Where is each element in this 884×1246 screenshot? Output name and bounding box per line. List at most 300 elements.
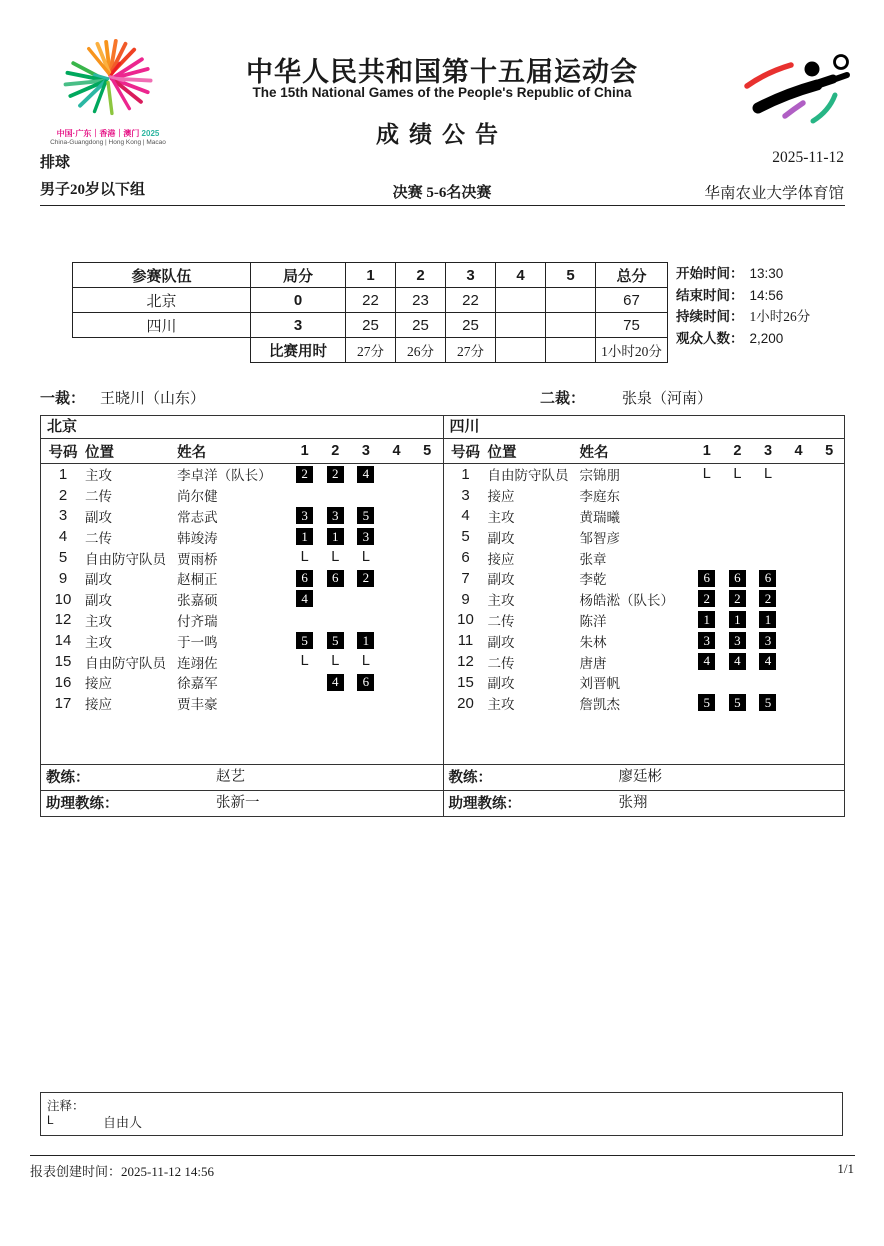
match-info-label: 开始时间： [676,266,744,281]
roster-spacer [444,714,845,764]
venue-label: 华南农业大学体育馆 [704,185,844,202]
coach-label: 教练： [448,770,492,786]
roster-column-header: 姓名 [580,439,692,464]
roster-player-row [41,693,443,714]
player-set-cell [412,547,443,568]
roster-column-header: 4 [381,439,412,464]
player-set-cell [722,506,753,527]
player-set-cell [814,485,845,506]
player-set-cell [289,589,320,610]
player-set-cell [692,630,723,651]
player-name: 贾雨桥 [177,551,218,567]
player-set-cell [722,526,753,547]
set-score-cell [496,313,546,338]
set-score-cell: 23 [396,288,446,313]
rotation-position-mark: 3 [327,507,344,524]
player-set-cell [722,568,753,589]
report-created-time: 报表创建时间：2025-11-12 14:56 [30,1164,215,1179]
rotation-position-mark: 3 [729,632,746,649]
roster-player-row [41,464,443,485]
player-name: 于一鸣 [177,634,218,650]
roster-column-header: 号码 [41,439,85,464]
player-name: 宗锦朋 [579,468,620,484]
match-info-label: 结束时间： [676,287,744,303]
footer-divider [30,1155,855,1156]
roster-player-row [444,485,845,506]
player-set-cell [722,693,753,714]
roster-player-row [444,568,845,589]
player-set-cell [381,589,412,610]
libero-mark: L [331,653,340,670]
player-set-cell [351,589,382,610]
player-set-cell [320,568,351,589]
libero-mark: L [702,465,711,482]
player-number: 3 [461,486,470,504]
rotation-position-mark: 6 [698,570,715,587]
notes-box [40,1092,843,1136]
player-name: 李卓洋（队长） [177,468,272,484]
player-position: 自由防守队员 [487,468,569,484]
roster-column-header: 2 [320,439,351,464]
second-referee-label: 二裁： [540,391,586,407]
player-position: 二传 [487,655,515,671]
player-set-cell [692,672,723,693]
player-set-cell [289,506,320,527]
player-set-cell [692,526,723,547]
rotation-position-mark: 2 [698,590,715,607]
player-set-cell [381,651,412,672]
group-label: 男子20岁以下组 [40,182,146,198]
roster-column-header: 3 [351,439,382,464]
player-set-cell [814,672,845,693]
rotation-position-mark: 2 [327,466,344,483]
roster-player-row [41,485,443,506]
set-duration-cell: 27分 [346,338,396,363]
player-set-cell [814,693,845,714]
roster-player-row [444,610,845,631]
player-position: 主攻 [85,468,113,484]
player-set-cell [814,464,845,485]
player-name: 付齐瑞 [177,613,218,629]
player-set-cell [753,568,784,589]
player-position: 主攻 [85,634,113,650]
rotation-position-mark: 3 [759,632,776,649]
player-set-cell [722,485,753,506]
player-set-cell [412,485,443,506]
rotation-position-mark: 2 [729,590,746,607]
roster-player-row [41,568,443,589]
player-name: 徐嘉军 [177,676,218,692]
player-name: 黄瑞曦 [579,509,620,525]
player-name: 张章 [579,551,607,567]
player-position: 副攻 [487,634,515,650]
libero-mark: L [300,653,309,670]
player-number: 2 [58,486,68,504]
player-set-cell [412,526,443,547]
libero-mark: L [361,549,370,566]
games-emblem-logo-icon [52,36,168,128]
roster-table [444,439,845,714]
player-set-cell [381,672,412,693]
player-set-cell [753,651,784,672]
first-referee-name: 王晓川（山东） [100,391,206,407]
player-set-cell [289,568,320,589]
player-set-cell [753,464,784,485]
player-name: 杨皓淞（队长） [579,593,674,609]
rotation-position-mark: 3 [357,528,374,545]
player-number: 4 [58,528,68,546]
roster-player-row [444,526,845,547]
player-set-cell [783,672,814,693]
logo-caption: 中国·广东｜香港｜澳门 2025 [56,129,160,138]
player-set-cell [289,693,320,714]
player-set-cell [783,547,814,568]
player-set-cell [381,630,412,651]
player-set-cell [814,589,845,610]
empty-cell [73,338,251,363]
rotation-position-mark: 5 [327,632,344,649]
roster-player-row [444,672,845,693]
player-set-cell [381,568,412,589]
header-divider [40,205,845,206]
score-column-header: 4 [496,263,546,288]
player-set-cell [289,630,320,651]
sets-won-cell: 3 [251,313,346,338]
player-name: 韩竣涛 [177,530,218,546]
player-set-cell [753,610,784,631]
player-set-cell [412,693,443,714]
match-info-value: 13:30 [749,266,784,281]
match-info-label: 观众人数： [676,330,744,346]
rotation-position-mark: 4 [357,466,374,483]
player-set-cell [783,610,814,631]
roster-column-header: 位置 [85,439,177,464]
total-score-cell: 75 [596,313,668,338]
roster-player-row [41,610,443,631]
team-rosters [40,415,845,817]
rotation-position-mark: 5 [729,694,746,711]
player-set-cell [351,464,382,485]
player-set-cell [783,693,814,714]
player-number: 1 [58,465,68,483]
rotation-position-mark: 5 [357,507,374,524]
player-name: 朱林 [579,634,607,650]
player-name: 刘晋帆 [579,676,620,692]
page-title: 中华人民共和国第十五届运动会 [246,57,638,87]
player-set-cell [412,568,443,589]
score-column-header: 局分 [251,263,346,288]
team-name-cell: 四川 [73,313,251,338]
coach-row [41,764,443,790]
player-set-cell [692,506,723,527]
player-number: 14 [54,632,72,650]
player-set-cell [692,693,723,714]
player-number: 20 [457,694,474,712]
coach-name: 廖廷彬 [618,769,662,785]
player-name: 詹凯杰 [579,697,620,713]
player-set-cell [783,589,814,610]
player-number: 12 [457,653,474,671]
roster-team-name: 北京 [41,416,443,439]
sport-label: 排球 [40,155,71,171]
player-set-cell [320,630,351,651]
libero-mark: L [763,465,773,482]
libero-mark: L [331,549,340,566]
player-position: 副攻 [85,509,113,525]
player-name: 尚尔健 [177,489,218,505]
match-info-row [676,306,810,328]
set-score-cell: 22 [446,288,496,313]
player-set-cell [692,464,723,485]
player-set-cell [692,485,723,506]
rotation-position-mark: 5 [759,694,776,711]
player-name: 陈洋 [579,613,607,629]
player-position: 自由防守队员 [85,655,167,671]
roster-header-row [41,439,443,464]
player-name: 连翊佐 [177,655,218,671]
player-name: 唐唐 [579,655,607,671]
player-number: 10 [54,590,72,608]
set-score-cell: 25 [396,313,446,338]
assistant-coach-row [41,790,443,816]
player-set-cell [814,526,845,547]
player-set-cell [692,547,723,568]
set-duration-cell [496,338,546,363]
roster-player-row [41,672,443,693]
player-set-cell [412,651,443,672]
player-set-cell [351,672,382,693]
rotation-position-mark: 6 [327,570,344,587]
match-info-row [676,285,810,307]
total-score-cell: 67 [596,288,668,313]
player-set-cell [351,506,382,527]
player-number: 12 [54,611,72,629]
player-name: 邹智彦 [579,530,620,546]
score-column-header: 1 [346,263,396,288]
player-set-cell [289,547,320,568]
rotation-position-mark: 6 [729,570,746,587]
player-position: 副攻 [487,530,515,546]
player-set-cell [320,464,351,485]
rotation-position-mark: 6 [759,570,776,587]
player-set-cell [814,506,845,527]
player-set-cell [289,672,320,693]
player-set-cell [814,610,845,631]
rotation-position-mark: 4 [698,653,715,670]
match-info [676,263,810,349]
player-set-cell [289,610,320,631]
assistant-coach-label: 助理教练： [448,796,521,812]
rotation-position-mark: 1 [327,528,344,545]
match-info-value: 2,200 [749,330,784,346]
roster-player-row [444,589,845,610]
rotation-position-mark: 1 [698,611,715,628]
roster-column-header: 号码 [444,439,488,464]
player-set-cell [381,610,412,631]
second-referee-name: 张泉（河南） [622,391,713,407]
rotation-position-mark: 6 [296,570,313,587]
player-set-cell [381,506,412,527]
rotation-position-mark: 5 [698,694,715,711]
set-score-cell [546,313,596,338]
player-position: 主攻 [487,593,515,609]
player-set-cell [753,506,784,527]
notes-value: 自由人 [103,1115,143,1130]
roster-player-row [444,506,845,527]
player-set-cell [320,672,351,693]
match-info-value: 1小时26分 [749,309,811,324]
player-set-cell [412,672,443,693]
roster-player-row [41,526,443,547]
coach-label: 教练： [46,770,90,786]
team-name-cell: 北京 [73,288,251,313]
player-set-cell [722,630,753,651]
roster-player-row [41,589,443,610]
player-set-cell [783,630,814,651]
notes-label: 注释： [47,1099,85,1113]
match-info-row [676,263,810,285]
player-number: 15 [457,673,474,691]
player-set-cell [381,693,412,714]
player-set-cell [351,526,382,547]
rotation-position-mark: 4 [327,674,344,691]
sets-won-cell: 0 [251,288,346,313]
score-column-header: 参赛队伍 [73,263,251,288]
player-set-cell [289,464,320,485]
notes-key: L [47,1113,54,1127]
player-position: 主攻 [85,613,113,629]
roster-player-row [41,547,443,568]
roster-column-header: 姓名 [177,439,289,464]
player-set-cell [814,568,845,589]
bulletin-subtitle: 成绩公告 [376,122,508,147]
set-duration-cell [546,338,596,363]
player-set-cell [783,651,814,672]
set-score-cell: 25 [346,313,396,338]
score-column-header: 2 [396,263,446,288]
player-position: 主攻 [487,509,515,525]
set-score-cell [496,288,546,313]
assistant-coach-row [444,790,845,816]
player-position: 副攻 [487,676,515,692]
set-duration-cell: 27分 [446,338,496,363]
duration-row [73,338,668,363]
roster-column-header: 5 [814,439,845,464]
player-number: 16 [54,673,72,691]
rotation-position-mark: 4 [729,653,746,670]
total-duration-cell: 1小时20分 [596,338,668,363]
player-set-cell [412,506,443,527]
player-set-cell [412,610,443,631]
player-set-cell [320,693,351,714]
page-title-en: The 15th National Games of the People's Republic of China [252,85,632,100]
player-number: 6 [461,549,470,567]
score-team-row [73,288,668,313]
player-set-cell [320,485,351,506]
roster-column-header: 3 [753,439,784,464]
player-set-cell [320,526,351,547]
player-set-cell [351,630,382,651]
player-position: 副攻 [85,572,113,588]
player-position: 二传 [85,489,113,505]
player-position: 自由防守队员 [85,551,167,567]
match-info-label: 持续时间： [676,309,744,324]
rotation-position-mark: 2 [296,466,313,483]
coach-name: 赵艺 [216,769,245,785]
rotation-position-mark: 2 [759,590,776,607]
player-set-cell [692,610,723,631]
player-number: 1 [461,465,470,483]
player-position: 接应 [487,489,515,505]
player-set-cell [692,589,723,610]
player-number: 17 [54,694,72,712]
match-info-value: 14:56 [749,287,784,303]
libero-mark: L [300,549,309,566]
player-name: 赵桐正 [177,572,218,588]
roster-column-header: 1 [692,439,723,464]
player-set-cell [753,693,784,714]
player-set-cell [320,589,351,610]
player-set-cell [753,526,784,547]
coach-row [444,764,845,790]
volleyball-pictogram-icon [733,48,857,136]
roster-header-row [444,439,845,464]
libero-mark: L [733,465,742,482]
score-table [72,262,668,363]
logo-caption-en: China-Guangdong | Hong Kong | Macao [50,139,166,146]
roster-player-row [444,464,845,485]
rotation-position-mark: 1 [357,632,374,649]
match-info-row [676,328,810,350]
player-set-cell [320,610,351,631]
assistant-coach-label: 助理教练： [46,796,119,812]
roster-player-row [444,651,845,672]
player-set-cell [722,610,753,631]
player-set-cell [289,651,320,672]
rotation-position-mark: 1 [296,528,313,545]
player-number: 7 [461,569,470,587]
player-set-cell [783,464,814,485]
player-set-cell [351,693,382,714]
player-set-cell [692,651,723,672]
player-number: 9 [461,590,470,608]
rotation-position-mark: 1 [729,611,746,628]
player-set-cell [783,568,814,589]
player-set-cell [412,589,443,610]
score-column-header: 3 [446,263,496,288]
player-set-cell [722,589,753,610]
player-set-cell [412,464,443,485]
player-position: 二传 [487,613,515,629]
player-set-cell [320,547,351,568]
roster-player-row [444,547,845,568]
player-name: 贾丰豪 [177,697,218,713]
libero-mark: L [361,653,370,670]
roster-player-row [41,630,443,651]
roster-table [41,439,443,714]
player-set-cell [783,506,814,527]
player-set-cell [351,485,382,506]
player-set-cell [814,547,845,568]
player-set-cell [753,485,784,506]
player-set-cell [351,547,382,568]
roster-player-row [444,693,845,714]
roster-team-name: 四川 [444,416,845,439]
player-name: 常志武 [177,509,218,525]
player-set-cell [381,485,412,506]
set-score-cell: 25 [446,313,496,338]
roster-player-row [41,651,443,672]
